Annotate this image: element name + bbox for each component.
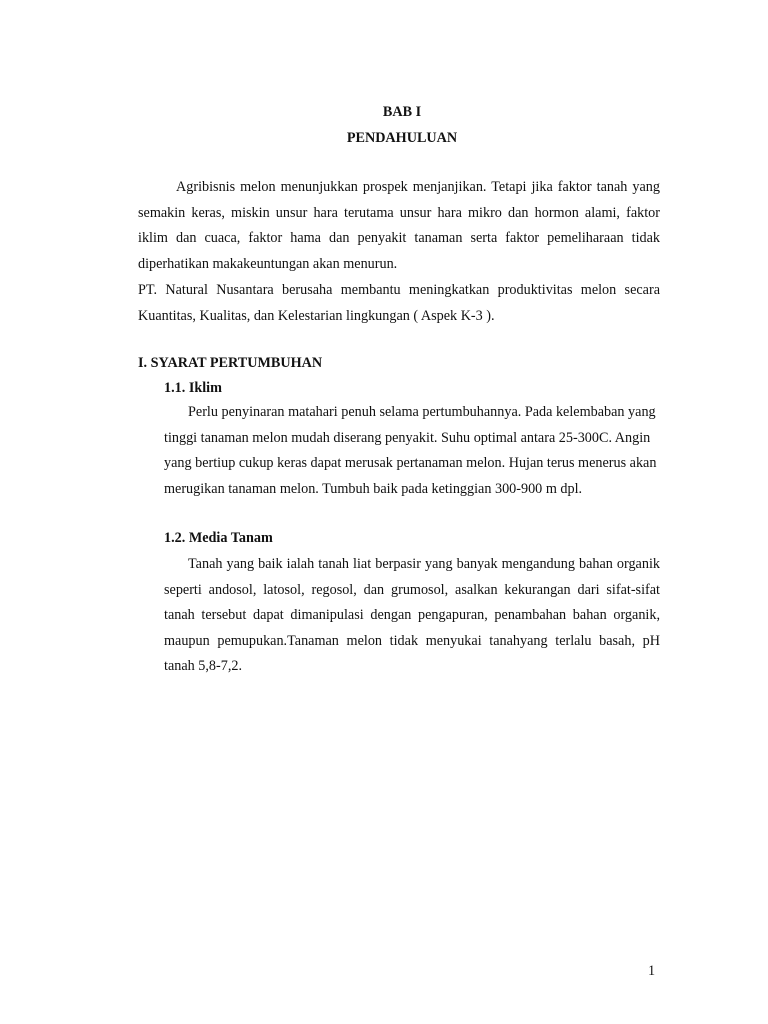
page-number: 1 — [648, 963, 656, 979]
subsection-text-iklim: Perlu penyinaran matahari penuh selama pertumbuhannya. Pada kelembaban yang tinggi tanaman melon mudah diserang penyakit. Suhu optimal antara 25-300C. Angin yang bertiup cukup keras dapat merusak pertanaman melon. Hujan terus menerus akan merugikan tanaman melon. Tumbuh baik pada ketinggian 300-900 m dpl. — [164, 404, 657, 497]
chapter-title: PENDAHULUAN — [346, 130, 458, 146]
chapter-number: BAB I — [382, 104, 422, 120]
subsection-heading-media-tanam: 1.2. Media Tanam — [164, 530, 273, 546]
intro-paragraph-2: PT. Natural Nusantara berusaha membantu meningkatkan produktivitas melon secara Kuantitas, Kualitas, dan Kelestarian lingkungan ( Aspek K-3 ). — [138, 282, 660, 324]
section-heading: I. SYARAT PERTUMBUHAN — [138, 355, 323, 371]
subsection-text-media-tanam: Tanah yang baik ialah tanah liat berpasir yang banyak mengandung bahan organik seperti andosol, latosol, regosol, dan grumosol, asalkan kekurangan dari sifat-sifat tanah tersebut dapat dimanipulasi dengan pengapuran, penambahan bahan organik, maupun pemupukan.Tanaman melon tidak menyukai tanahyang terlalu basah, pH tanah 5,8-7,2. — [164, 556, 660, 675]
subsection-heading-iklim: 1.1. Iklim — [164, 380, 222, 396]
intro-paragraph-1: Agribisnis melon menunjukkan prospek menjanjikan. Tetapi jika faktor tanah yang semakin keras, miskin unsur hara terutama unsur hara mikro dan hormon alami, faktor iklim dan cuaca, faktor hama dan penyakit tanaman serta faktor pemeliharaan tidak diperhatikan makakeuntungan akan menurun. — [138, 179, 660, 272]
